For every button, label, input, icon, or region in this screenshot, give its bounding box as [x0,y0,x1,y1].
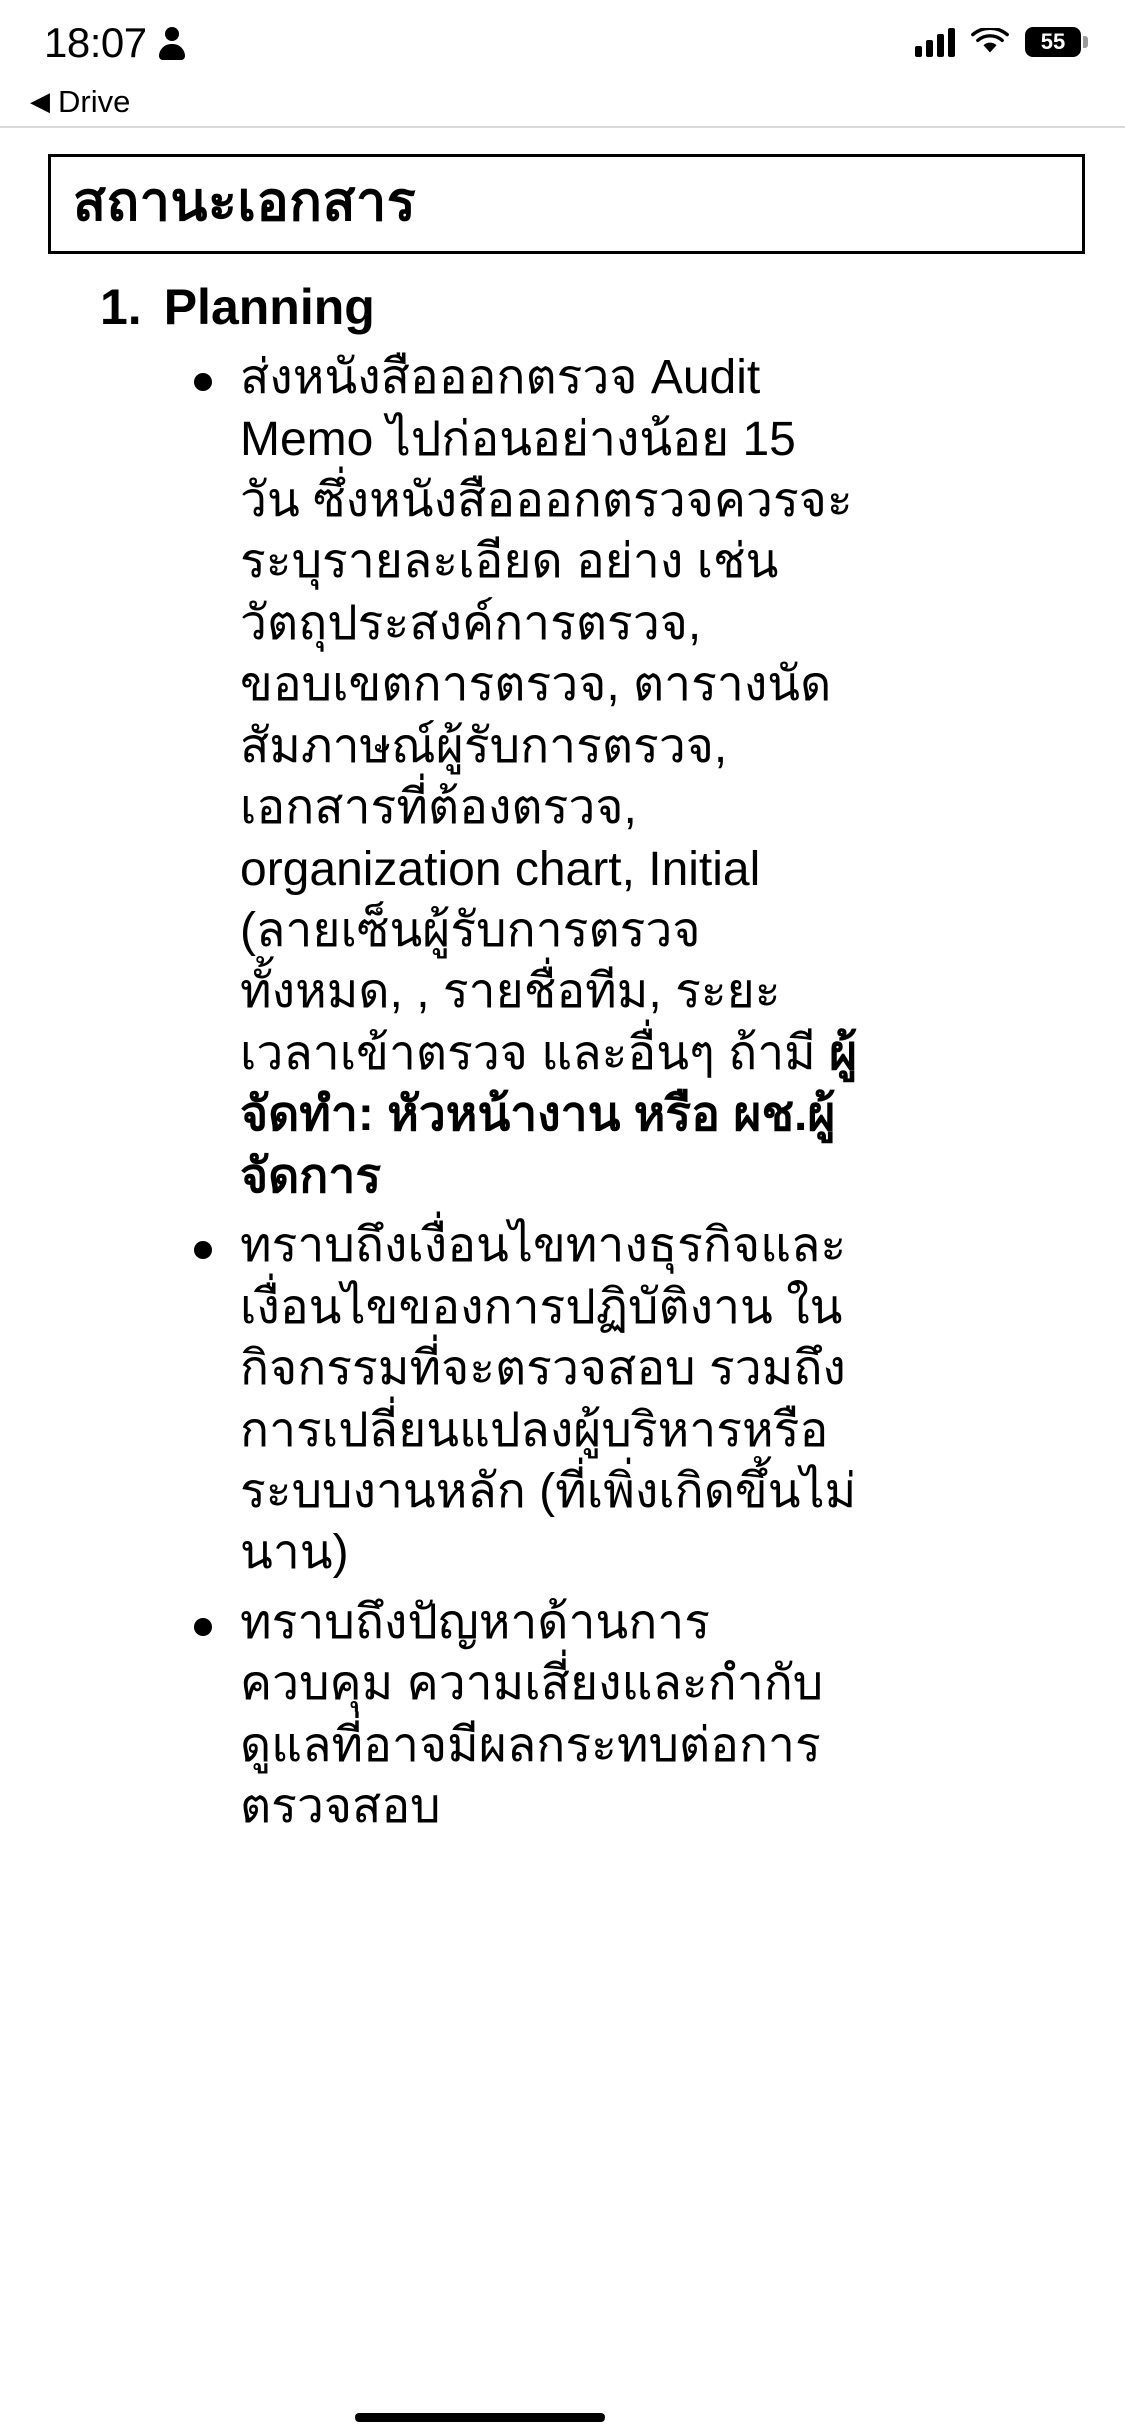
status-bar-left [44,14,185,64]
battery-indicator [1025,27,1081,57]
back-caret-icon: ◀ [30,86,50,116]
document-title: สถานะเอกสาร [73,172,417,232]
status-bar [0,0,1125,78]
back-label: Drive [58,84,131,119]
list-item [194,1215,1125,1584]
bullet-dot-icon [194,1241,212,1259]
section-planning [0,280,1125,1838]
bullet-text: ทราบถึงปัญหาด้านการควบคุม ความเสี่ยงและกำกับดูแลที่อาจมีผลกระทบต่อการตรวจสอบ [240,1595,824,1834]
bullet-text: ส่งหนังสือออกตรวจ Audit Memo ไปก่อนอย่างน้อย 15 วัน ซึ่งหนังสือออกตรวจควรจะระบุรายละเอียด อย่าง เช่น วัตถุประสงค์การตรวจ, ขอบเขตการตรวจ, ตารางนัดสัมภาษณ์ผู้รับการตรวจ, เอกสารที่ต้องตรวจ, organization chart, Initial (ลายเซ็นผู้รับการตรวจทั้งหมด, , รายชื่อทีม, ระยะเวลาเข้าตรวจ และอื่นๆ ถ้ามี [240,351,853,1080]
bullet-text-wrapper [240,1215,860,1584]
document-title-box [48,154,1085,254]
person-icon [159,27,185,61]
document-viewer[interactable] [0,128,1125,2436]
cellular-signal-icon [915,27,955,57]
bullet-text: ทราบถึงเงื่อนไขทางธุรกิจและเงื่อนไขของการปฏิบัติงาน ในกิจกรรมที่จะตรวจสอบ รวมถึงการเปลี่ยนแปลงผู้บริหารหรือระบบงานหลัก (ที่เพิ่งเกิดขึ้นไม่นาน) [240,1219,857,1580]
list-item [194,1592,1125,1838]
status-time: 18:07 [44,19,147,66]
battery-level-text: 55 [1040,29,1066,54]
bullet-text-bold: ผู้จัดทำ: หัวหน้างาน หรือ ผช.ผู้จัดการ [240,1026,858,1203]
list-item [194,347,1125,1207]
section-number: 1. [100,279,142,336]
back-to-drive-button[interactable] [30,84,130,120]
bullet-list [100,347,1125,1838]
bullet-dot-icon [194,373,212,391]
page-scrubber-handle[interactable] [355,2413,605,2422]
status-bar-right [915,21,1081,57]
back-navigation-bar[interactable] [0,78,1125,126]
bullet-text-wrapper [240,347,860,1207]
section-title: Planning [163,279,375,336]
section-heading [100,280,1125,335]
wifi-icon [971,28,1009,56]
bullet-dot-icon [194,1618,212,1636]
bullet-text-wrapper [240,1592,860,1838]
